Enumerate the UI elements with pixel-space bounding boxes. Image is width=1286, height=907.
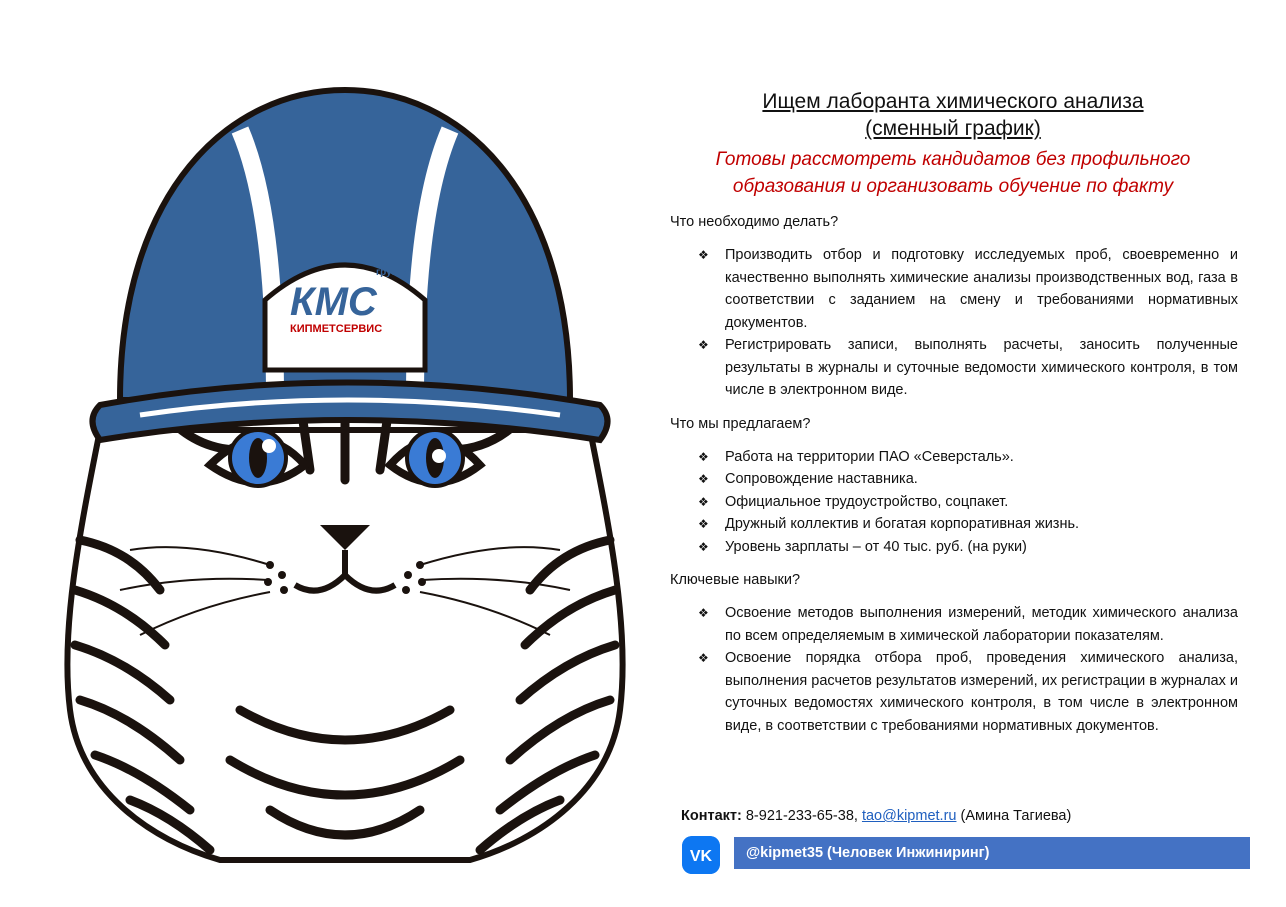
- duties-list: [668, 244, 1238, 402]
- logo-group-label: группа: [376, 267, 410, 278]
- logo-monogram: КМС: [290, 280, 377, 324]
- vacancy-title: [668, 88, 1238, 142]
- skills-list: [668, 602, 1238, 737]
- subtitle-line-2: образования и организовать обучение по факту: [732, 176, 1174, 197]
- bullet-icon: ❖: [698, 517, 709, 531]
- list-item: ❖ Дружный коллектив и богатая корпоративная жизнь.: [698, 513, 1238, 536]
- contact-person: (Амина Тагиева): [960, 808, 1072, 824]
- list-item: ❖ Регистрировать записи, выполнять расчеты, заносить полученные результаты в журналы и суточные ведомости химического контроля, в том числе в электронном виде.: [698, 334, 1238, 402]
- bullet-icon: ❖: [698, 248, 709, 262]
- company-logo: [265, 265, 425, 370]
- title-line-1: Ищем лаборанта химического анализа: [762, 90, 1144, 113]
- list-item: ❖ Официальное трудоустройство, соцпакет.: [698, 491, 1238, 514]
- bullet-icon: ❖: [698, 449, 709, 464]
- vk-icon[interactable]: [682, 836, 720, 874]
- section-offer: [668, 416, 1238, 559]
- cat-in-helmet-illustration: [40, 70, 650, 870]
- title-line-2: (сменный график): [865, 117, 1041, 140]
- bullet-icon: ❖: [698, 494, 709, 509]
- subtitle-line-1: Готовы рассмотреть кандидатов без профильного: [715, 149, 1191, 170]
- list-item: ❖ Освоение методов выполнения измерений, методик химического анализа по всем определяемым в химической лаборатории показателям.: [698, 602, 1238, 647]
- section-skills: [668, 572, 1238, 737]
- logo-company-name: КИПМЕТСЕРВИС: [290, 323, 383, 335]
- vk-handle-bar[interactable]: @kipmet35 (Человек Инжиниринг): [734, 837, 1250, 869]
- hard-hat: [93, 90, 608, 440]
- list-item: ❖ Уровень зарплаты – от 40 тыс. руб. (на руки): [698, 536, 1238, 559]
- bullet-icon: ❖: [698, 338, 709, 352]
- vacancy-subtitle: [668, 146, 1238, 200]
- section-heading: Что необходимо делать?: [670, 214, 839, 230]
- list-item: ❖ Сопровождение наставника.: [698, 468, 1238, 491]
- cat-face: [67, 395, 622, 860]
- bullet-icon: ❖: [698, 472, 709, 486]
- vk-logo-text: VK: [689, 848, 713, 865]
- section-heading: Ключевые навыки?: [670, 572, 801, 588]
- bullet-icon: ❖: [698, 539, 709, 554]
- section-duties: [668, 214, 1238, 402]
- contact-email-link[interactable]: tao@kipmet.ru: [861, 808, 957, 824]
- contact-line: [681, 808, 1071, 824]
- bullet-icon: ❖: [698, 651, 709, 665]
- vacancy-content: [668, 88, 1238, 737]
- list-item: ❖ Работа на территории ПАО «Северсталь».: [698, 446, 1238, 469]
- contact-phone: 8-921-233-65-38,: [745, 808, 858, 824]
- offer-list: [668, 446, 1238, 559]
- list-item: ❖ Освоение порядка отбора проб, проведения химического анализа, выполнения расчетов результатов измерений, их регистрации в журналах и суточных ведомостях химического контроля, в том числе в электронном виде, в соответствии с требованиями нормативных документов.: [698, 647, 1238, 737]
- bullet-icon: ❖: [698, 606, 709, 620]
- list-item: ❖ Производить отбор и подготовку исследуемых проб, своевременно и качественно выполнять химические анализы производственных вод, газа в соответствии с заданием на смену и требованиями нормативных документов.: [698, 244, 1238, 334]
- section-heading: Что мы предлагаем?: [670, 415, 811, 432]
- contact-label: Контакт:: [681, 808, 742, 824]
